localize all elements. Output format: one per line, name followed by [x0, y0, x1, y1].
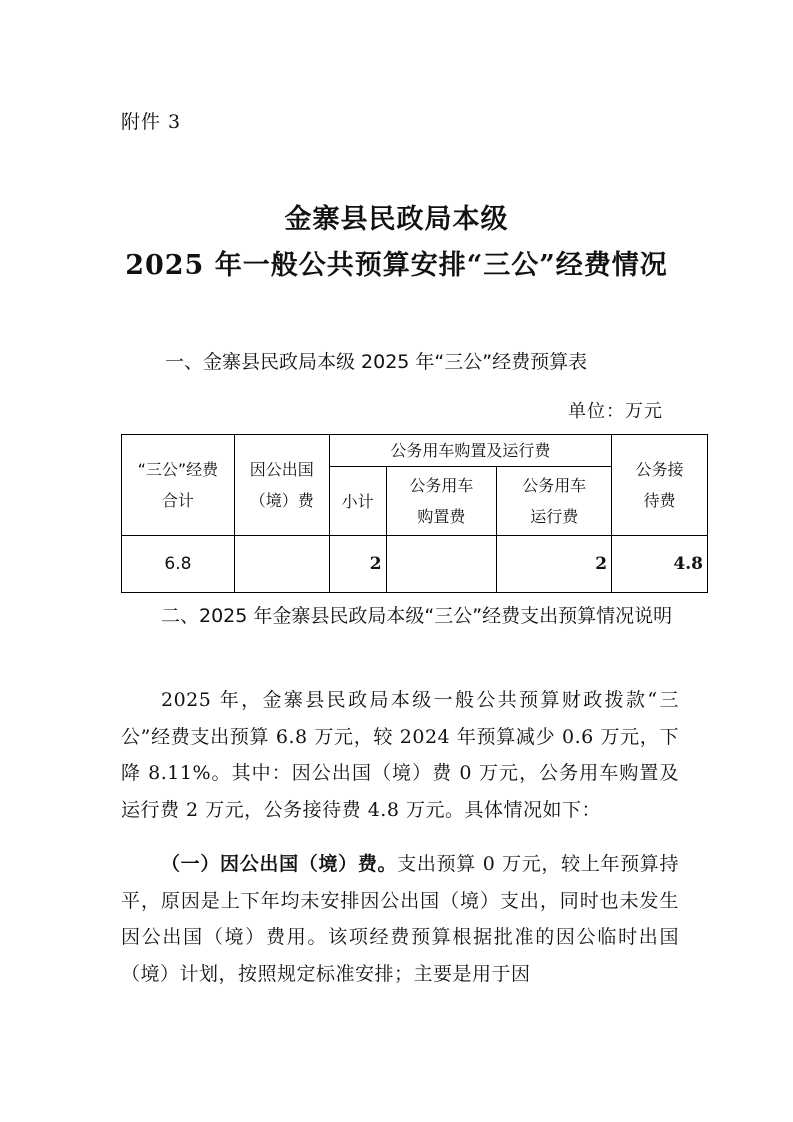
- paragraph-summary: 2025 年，金寨县民政局本级一般公共预算财政拨款“三公”经费支出预算 6.8 万元，较 2024 年预算减少 0.6 万元，下降 8.11%。其中：因公出国（境）费 0 万元，公务用车购置及运行费 2 万元，公务接待费 4.8 万元。具体情况如下：: [121, 689, 679, 821]
- paragraph-abroad: [121, 846, 679, 992]
- header-vehicle-group: 公务用车购置及运行费: [329, 435, 611, 467]
- cell-vehicle-operation: 2: [497, 536, 612, 593]
- section2-heading: 二、2025 年金寨县民政局本级“三公”经费支出预算情况说明: [161, 605, 673, 627]
- header-vehicle-subtotal: 小计: [329, 467, 386, 536]
- header-vehicle-purchase: 公务用车购置费: [386, 467, 497, 536]
- cell-vehicle-subtotal: 2: [329, 536, 386, 593]
- header-reception: 公务接待费: [612, 435, 708, 536]
- document-title-line2: 2025 年一般公共预算安排“三公”经费情况: [125, 250, 668, 281]
- cell-vehicle-purchase: [386, 536, 497, 593]
- cell-abroad: [234, 536, 329, 593]
- unit-label: 单位：万元: [568, 401, 663, 422]
- table-header-row: [122, 435, 708, 467]
- paragraph-abroad-lead: （一）因公出国（境）费。: [161, 853, 398, 875]
- attachment-label: 附件 3: [121, 111, 182, 133]
- document-title-line1: 金寨县民政局本级: [284, 204, 509, 235]
- header-vehicle-operation: 公务用车运行费: [497, 467, 612, 536]
- cell-total: 6.8: [122, 536, 235, 593]
- paragraph-abroad-body: 支出预算 0 万元，较上年预算持平，原因是上下年均未安排因公出国（境）支出，同时也未发生因公出国（境）费用。该项经费预算根据批准的因公临时出国（境）计划，按照规定标准安排；主要是用于因: [121, 853, 679, 985]
- header-abroad: 因公出国（境）费: [234, 435, 329, 536]
- section1-heading: 一、金寨县民政局本级 2025 年“三公”经费预算表: [165, 351, 588, 373]
- header-total: “三公”经费合计: [122, 435, 235, 536]
- cell-reception: 4.8: [612, 536, 708, 593]
- budget-table: [121, 434, 708, 593]
- table-data-row: [122, 536, 708, 593]
